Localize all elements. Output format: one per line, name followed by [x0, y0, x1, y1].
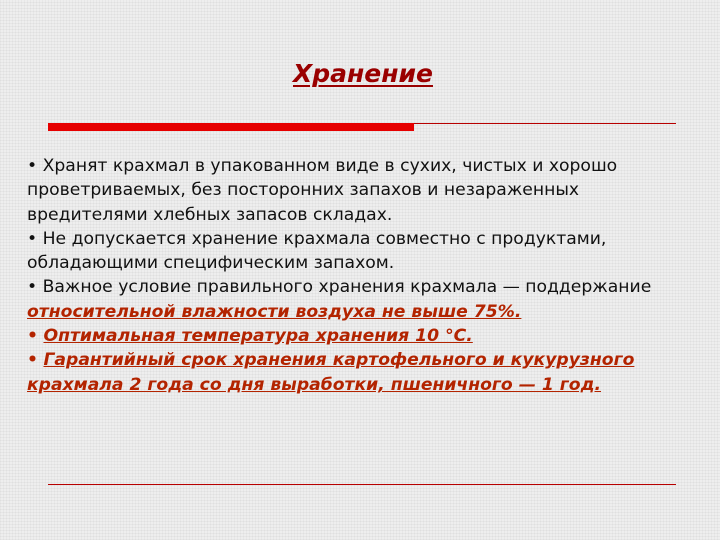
paragraph-text: Хранят крахмал в упакованном виде в сухих, чистых и хорошо проветриваемых, без посторонних запахов и незараженных вредителями хлебных запасов складах. — [27, 156, 618, 225]
bullet-marker: • — [27, 350, 38, 371]
bullet-marker: • — [27, 277, 38, 298]
bullet-paragraph-1 — [27, 154, 695, 227]
highlighted-text: Гарантийный срок хранения картофельного и кукурузного крахмала 2 года со дня выработки, пшеничного — 1 год. — [27, 350, 635, 395]
slide-body — [27, 154, 695, 397]
bullet-marker: • — [27, 326, 38, 347]
bullet-paragraph-3 — [27, 275, 695, 324]
highlighted-text: Оптимальная температура хранения 10 °С. — [43, 326, 473, 347]
bullet-marker: • — [27, 156, 38, 176]
bullet-paragraph-5 — [27, 348, 695, 397]
paragraph-text: Важное условие правильного хранения крахмала — поддержание — [42, 277, 652, 298]
top-accent-bar — [48, 123, 414, 131]
bullet-paragraph-4 — [27, 324, 695, 348]
bullet-paragraph-2 — [27, 227, 695, 276]
slide-title-text: Хранение — [292, 59, 433, 88]
paragraph-text: Не допускается хранение крахмала совместно с продуктами, обладающими специфическим запахом. — [27, 228, 607, 274]
slide-title — [0, 52, 720, 90]
highlighted-text: относительной влажности воздуха не выше 75%. — [27, 301, 522, 322]
bottom-rule — [48, 484, 676, 485]
bullet-marker: • — [27, 228, 38, 249]
